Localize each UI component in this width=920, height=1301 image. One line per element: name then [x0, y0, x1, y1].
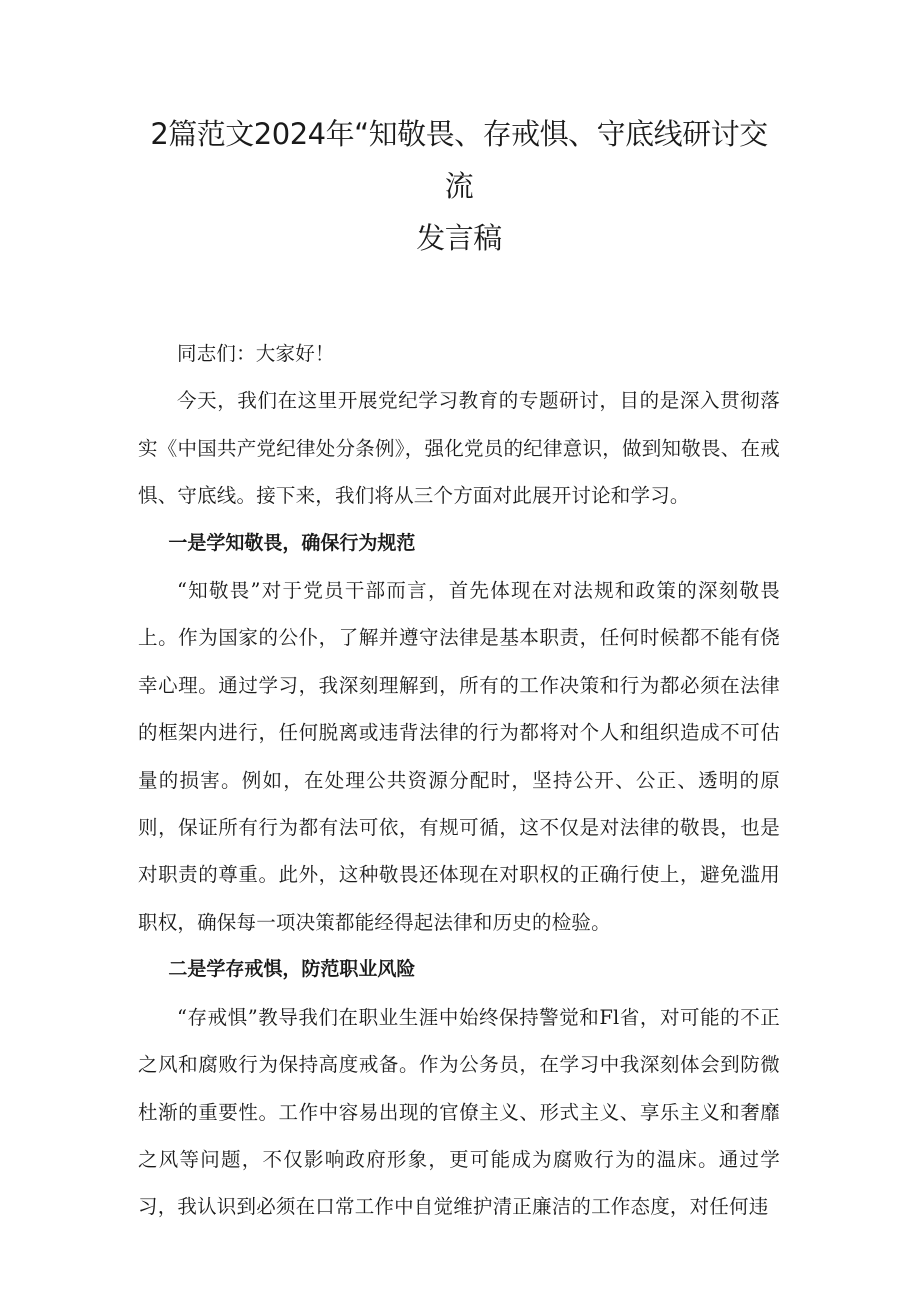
intro-paragraph: 今天，我们在这里开展党纪学习教育的专题研讨，目的是深入贯彻落实《中国共产党纪律处分条例》，强化党员的纪律意识，做到知敬畏、在戒惧、守底线。接下来，我们将从三个方面对此展开讨论和学习。	[138, 389, 780, 508]
document-title	[138, 108, 780, 264]
section-1-heading: 一是学知敬畏，确保行为规范	[168, 531, 416, 554]
section-2-paragraph: “存戒惧”教导我们在职业生涯中始终保持警觉和Fl省，对可能的不正之风和腐败行为保持高度戒备。作为公务员，在学习中我深刻体会到防微杜渐的重要性。工作中容易出现的官僚主义、形式主义、享乐主义和奢靡之风等问题，不仅影响政府形象，更可能成为腐败行为的温床。通过学习，我认识到必须在口常工作中自觉维护清正廉洁的工作态度，对任何违	[138, 1005, 780, 1219]
greeting-paragraph: 同志们：大家好！	[177, 342, 335, 365]
section-2-heading: 二是学存戒惧，防范职业风险	[168, 958, 416, 981]
document-title-line-2: 发言稿	[416, 221, 502, 255]
section-1-paragraph: “知敬畏”对于党员干部而言，首先体现在对法规和政策的深刻敬畏上。作为国家的公仆，了解并遵守法律是基本职责，任何时候都不能有侥幸心理。通过学习，我深刻理解到，所有的工作决策和行为都必须在法律的框架内进行，任何脱离或违背法律的行为都将对个人和组织造成不可估量的损害。例如，在处理公共资源分配时，坚持公开、公正、透明的原则，保证所有行为都有法可依，有规可循，这不仅是对法律的敬畏，也是对职责的尊重。此外，这种敬畏还体现在对职权的正确行使上，避免滥用职权，确保每一项决策都能经得起法律和历史的检验。	[138, 579, 780, 934]
document-body	[138, 330, 780, 1231]
document-title-line-1: 2篇范文2024年“知敬畏、存戒惧、守底线研讨交流	[150, 117, 768, 203]
